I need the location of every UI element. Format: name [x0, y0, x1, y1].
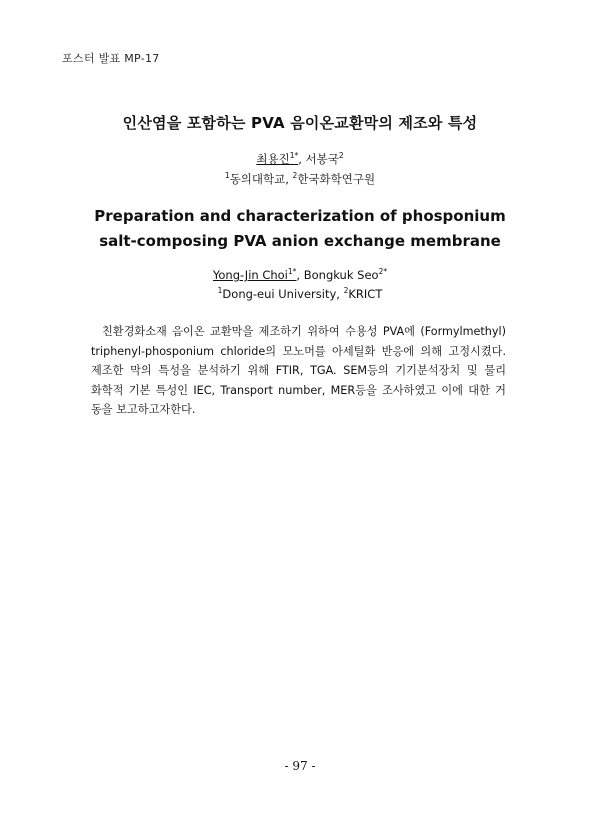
english-author-2-name: Bongkuk Seo: [303, 268, 379, 282]
korean-affiliation-2-sup: 2: [292, 171, 298, 181]
korean-author-1-sup: 1*: [289, 151, 299, 161]
session-label: 포스터 발표 MP-17: [62, 52, 160, 65]
english-author-1-name: Yong-Jin Choi: [212, 268, 288, 282]
korean-affiliation-2: 한국화학연구원: [297, 172, 376, 186]
english-affiliations: [0, 287, 600, 301]
korean-author-1: [256, 152, 298, 166]
korean-authors: [0, 151, 600, 167]
abstract-line-1: 친환경화소재 음이온 교환막을 제조하기 위하여 수용성 PVA에 (Formylmethyl): [102, 325, 506, 338]
abstract-line-2: triphenyl-phosponium chloride의 모노머를 아세틸화 반응에 의해 고정시켰다.: [91, 344, 506, 358]
english-affiliation-2: KRICT: [348, 287, 383, 301]
english-title-line-2: salt-composing PVA anion exchange membrane: [99, 232, 501, 250]
korean-title: 인산염을 포함하는 PVA 음이온교환막의 제조와 특성: [122, 114, 478, 132]
korean-affiliation-1: 동의대학교,: [229, 172, 293, 186]
english-affiliation-2-sup: 2: [343, 286, 349, 296]
korean-author-1-name: 최용진: [256, 152, 290, 166]
korean-author-2-name: 서봉국: [305, 152, 339, 166]
abstract-line-5: 동을 보고하고자한다.: [91, 403, 196, 416]
korean-author-2-sup: 2: [338, 151, 344, 161]
korean-affiliation-1-sup: 1: [224, 171, 230, 181]
english-affiliation-1-sup: 1: [217, 286, 223, 296]
abstract: [91, 322, 506, 420]
abstract-line-4: 화학적 기본 특성인 IEC, Transport number, MER등을 조사하였고 이에 대한 거: [91, 383, 506, 397]
english-author-1: [213, 268, 297, 282]
korean-author-separator: ,: [298, 152, 306, 166]
abstract-line-3: 제조한 막의 특성을 분석하기 위해 FTIR, TGA. SEM등의 기기분석장치 및 물리: [91, 364, 506, 377]
page-number: - 97 -: [284, 759, 316, 773]
korean-affiliations: [0, 171, 600, 187]
english-title: [0, 204, 600, 254]
english-author-2-sup: 2*: [378, 267, 388, 277]
english-author-1-sup: 1*: [287, 267, 297, 277]
english-author-separator: ,: [296, 268, 304, 282]
english-authors: [0, 268, 600, 282]
english-affiliation-1: Dong-eui University,: [222, 287, 344, 301]
english-title-line-1: Preparation and characterization of phosponium: [94, 207, 506, 225]
